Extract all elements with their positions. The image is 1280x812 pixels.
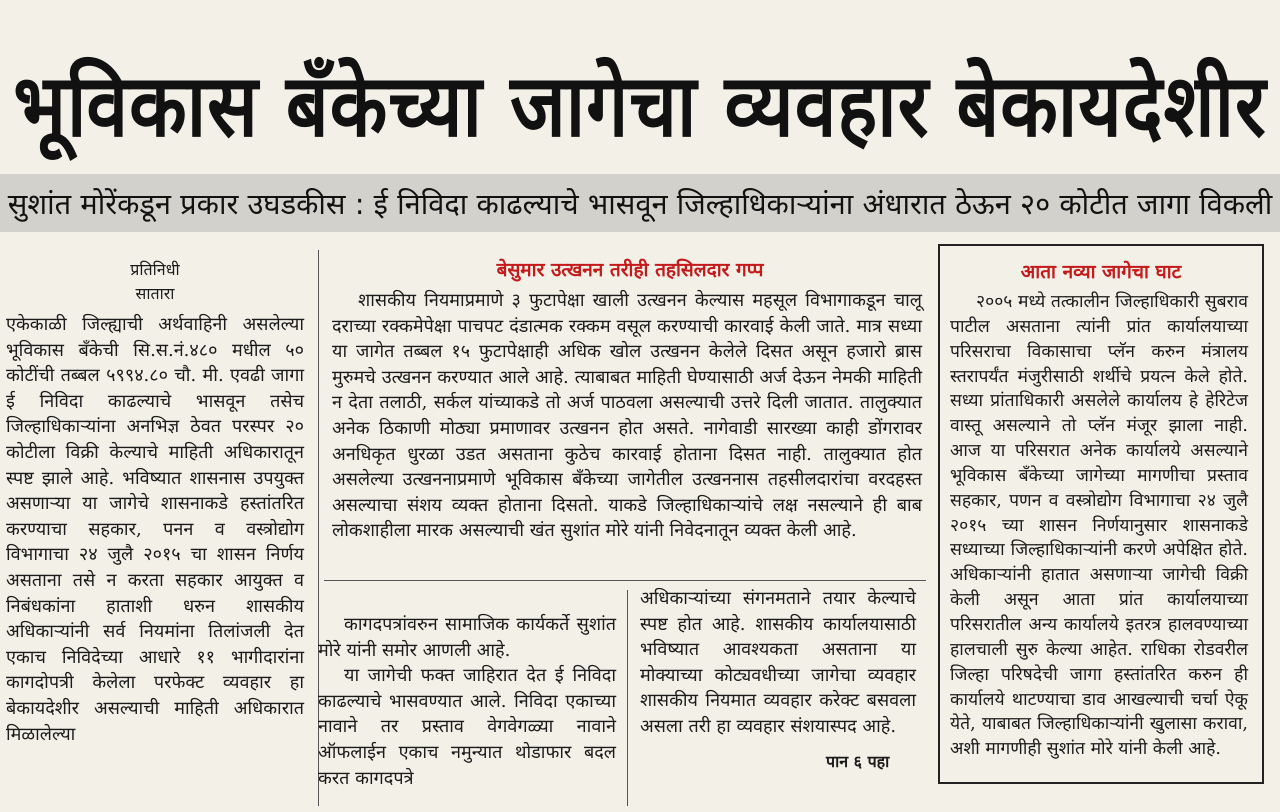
middle-section-text: शासकीय नियमाप्रमाणे ३ फुटापेक्षा खाली उत्खनन केल्यास महसूल विभागाकडून चालू दराच्या रक्कमेपेक्षा पाचपट दंडात्मक रक्कम वसूल करण्याची कारवाई केली जाते. मात्र सध्या या जागेत तब्बल १५ फुटापेक्षाही अधिक खोल उत्खनन केलेले दिसत असून हजारो ब्रास मुरुमचे उत्खनन करण्यात आले आहे. त्याबाबत माहिती घेण्यासाठी अर्ज देऊन नेमकी माहिती न देता तलाठी, सर्कल यांच्याकडे तो अर्ज पाठवला असल्याची उत्तरे दिली जातात. तालुक्यात अनेक ठिकाणी मोठ्या प्रमाणावर उत्खनन होत असते. नागेवाडी सारख्या काही डोंगरावर अनधिकृत धुरळा उडत असताना कुठेच कारवाई होताना दिसत नाही. तालुक्यात होत असलेल्या उत्खननाप्रमाणे भूविकास बँकेच्या जागेतील उत्खननास तहसीलदारांचा वरदहस्त असल्याचा संशय व्यक्त होताना दिसतो. याकडे जिल्हाधिकाऱ्यांचे लक्ष नसल्याने ही बाब लोकशाहीला मारक असल्याची खंत सुशांत मोरे यांनी निवेदनातून व्यक्त केली आहे. — [332, 290, 922, 542]
mid-right-text: अधिकाऱ्यांच्या संगनमताने तयार केल्याचे स्पष्ट होत आहे. शासकीय कार्यालयासाठी भविष्यात आवश्यकता असताना या मोक्याच्या कोट्यवधीच्या जागेचा व्यवहार शासकीय नियमात व्यवहार करेक्ट बसवला असला तरी हा व्यवहार संशयास्पद आहे. — [640, 588, 916, 737]
byline-reporter: प्रतिनिधी — [130, 260, 180, 279]
mid-left-column — [318, 612, 616, 791]
sub-headline: सुशांत मोरेंकडून प्रकार उघडकीस : ई निविदा काढल्याचे भासवून जिल्हाधिकाऱ्यांना अंधारात ठेऊन २० कोटीत जागा विकली — [0, 174, 1280, 232]
middle-section-body — [332, 288, 922, 544]
byline-place: सातारा — [135, 284, 175, 303]
left-column-text: एकेकाळी जिल्ह्याची अर्थवाहिनी असलेल्या भूविकास बँकेची सि.स.नं.४८० मधील ५० कोटींची तब्बल ५९९४.८० चौ. मी. एवढी जागा ई निविदा काढल्याचे भासवून तसेच जिल्हाधिकाऱ्यांना अनभिज्ञ ठेवत परस्पर २० कोटीला विक्री केल्याचे माहिती अधिकारातून स्पष्ट झाले आहे. भविष्यात शासनास उपयुक्त असणाऱ्या या जागेचे शासनाकडे हस्तांतरित करण्याचा सहकार, पनन व वस्त्रोद्योग विभागाचा २४ जुलै २०१५ चा शासन निर्णय असताना तसे न करता सहकार आयुक्त व निबंधकांना हाताशी धरुन शासकीय अधिकाऱ्यांनी सर्व नियमांना तिलांजली देत एकाच निविदेच्या आधारे ११ भागीदारांना कागदोपत्री केलेला परफेक्ट व्यवहार हा बेकायदेशीर असल्याची माहिती अधिकारात मिळालेल्या — [6, 314, 304, 745]
column-divider-middle — [627, 590, 628, 806]
page-headline: भूविकास बँकेच्या जागेचा व्यवहार बेकायदेशीर — [13, 54, 1267, 157]
side-story-text: २००५ मध्ये तत्कालीन जिल्हाधिकारी सुबराव पाटील असताना त्यांनी प्रांत कार्यालयाच्या परिसराचा विकासाचा प्लॅन करुन मंत्रालय स्तरापर्यंत मंजुरीसाठी शर्थीचे प्रयत्न केले होते. सध्या प्रांताधिकारी असलेले कार्यालय हे हेरिटेज वास्तू असल्याने तो प्लॅन मंजूर झाला नाही. आज या परिसरात अनेक कार्यालये असल्याने भूविकास बँकेच्या जागेच्या मागणीचा प्रस्ताव सहकार, पणन व वस्त्रोद्योग विभागाचा २४ जुलै २०१५ च्या शासन निर्णयानुसार शासनाकडे सध्याच्या जिल्हाधिकाऱ्यांनी करणे अपेक्षित होते. अधिकाऱ्यांनी हातात असणाऱ्या जागेची विक्री केली असून आता प्रांत कार्यालयाच्या परिसरातील अन्य कार्यालये इतरत्र हालवण्याच्या हालचाली सुरु केल्या आहेत. राधिका रोडवरील जिल्हा परिषदेची जागा हस्तांतरित करुन ही कार्यालये थाटण्याचा डाव आखल्याची चर्चा ऐकू येते, याबाबत जिल्हाधिकाऱ्यांनी खुलासा करावा, अशी मागणीही सुशांत मोरे यांनी केली आहे. — [950, 292, 1248, 760]
mid-left-para-2: या जागेची फक्त जाहिरात देत ई निविदा काढल्याचे भासवण्यात आले. निविदा एकाच्या नावाने तर प्रस्ताव वेगवेगळ्या नावाने ऑफलाईन एकाच नमुन्यात थोडाफार बदल करत कागदपत्रे — [318, 665, 616, 789]
mid-right-column — [640, 586, 916, 740]
page-jump-label: पान ६ पहा — [826, 752, 890, 771]
side-story-column — [950, 290, 1248, 762]
side-story-heading: आता नव्या जागेचा घाट — [1020, 261, 1182, 283]
mid-left-para-1: कागदपत्रांवरुन सामाजिक कार्यकर्ते सुशांत मोरे यांनी समोर आणली आहे. — [318, 614, 616, 661]
middle-section-rule — [324, 580, 926, 581]
left-column — [6, 258, 304, 747]
middle-section-heading: बेसुमार उत्खनन तरीही तहसिलदार गप्प — [496, 259, 764, 281]
